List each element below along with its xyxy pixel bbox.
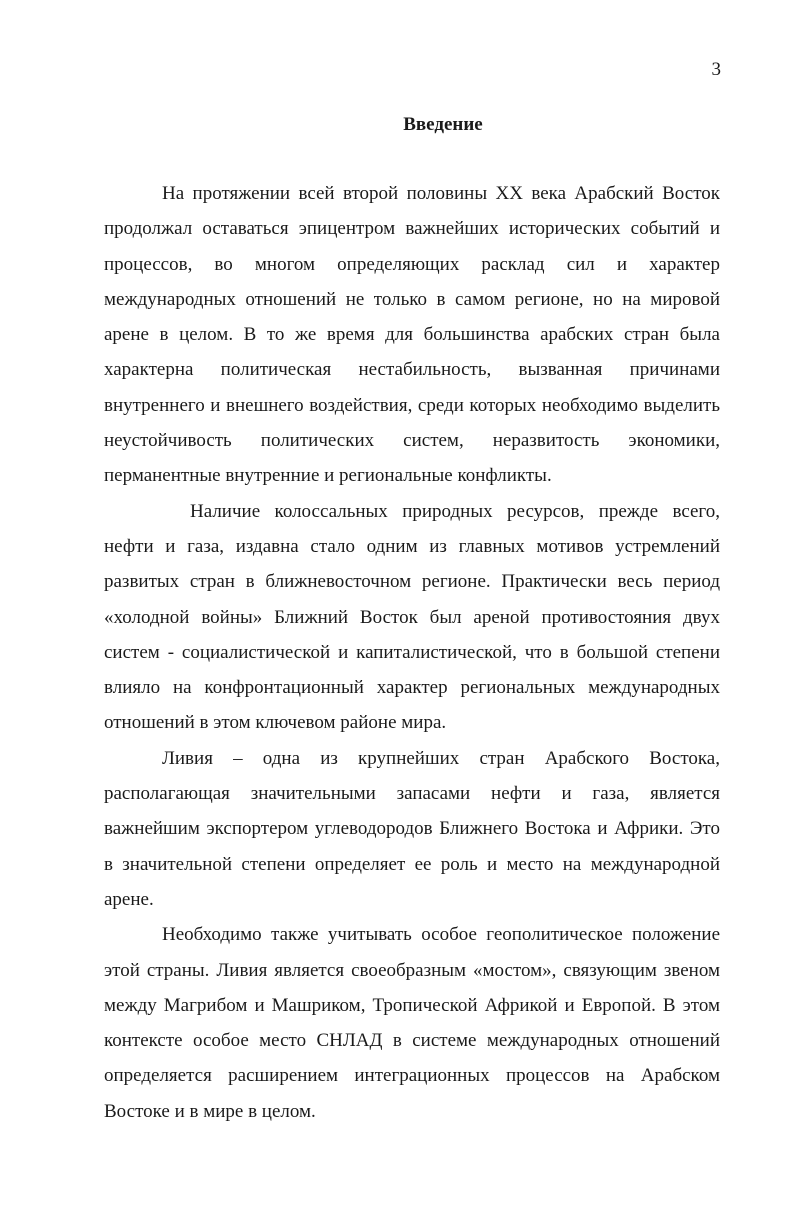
paragraph-geopolitics: Необходимо также учитывать особое геополитическое положение этой страны. Ливия является своеобразным «мостом», связующим звеном между Магрибом и Машриком, Тропической Африкой и Европой. В этом контексте особое место СНЛАД в системе международных отношений определяется расширением интеграционных процессов на Арабском Востоке и в мире в целом.: [104, 924, 720, 1122]
body-text: [104, 176, 720, 1129]
paragraph-libya: Ливия – одна из крупнейших стран Арабского Востока, располагающая значительными запасами нефти и газа, является важнейшим экспортером углеводородов Ближнего Востока и Африки. Это в значительной степени определяет ее роль и место на международной арене.: [104, 747, 720, 910]
section-title: Введение: [403, 114, 483, 135]
page-number: 3: [711, 59, 721, 80]
paragraph-resources: Наличие колоссальных природных ресурсов, прежде всего, нефти и газа, издавна стало одним из главных мотивов устремлений развитых стран в ближневосточном регионе. Практически весь период «холодной войны» Ближний Восток был ареной противостояния двух систем - социалистической и капиталистической, что в большой степени влияло на конфронтационный характер региональных международных отношений в этом ключевом районе мира.: [104, 500, 720, 734]
paragraph-intro: На протяжении всей второй половины XX века Арабский Восток продолжал оставаться эпицентром важнейших исторических событий и процессов, во многом определяющих расклад сил и характер международных отношений не только в самом регионе, но на мировой арене в целом. В то же время для большинства арабских стран была характерна политическая нестабильность, вызванная причинами внутреннего и внешнего воздействия, среди которых необходимо выделить неустойчивость политических систем, неразвитость экономики, перманентные внутренние и региональные конфликты.: [104, 183, 720, 487]
